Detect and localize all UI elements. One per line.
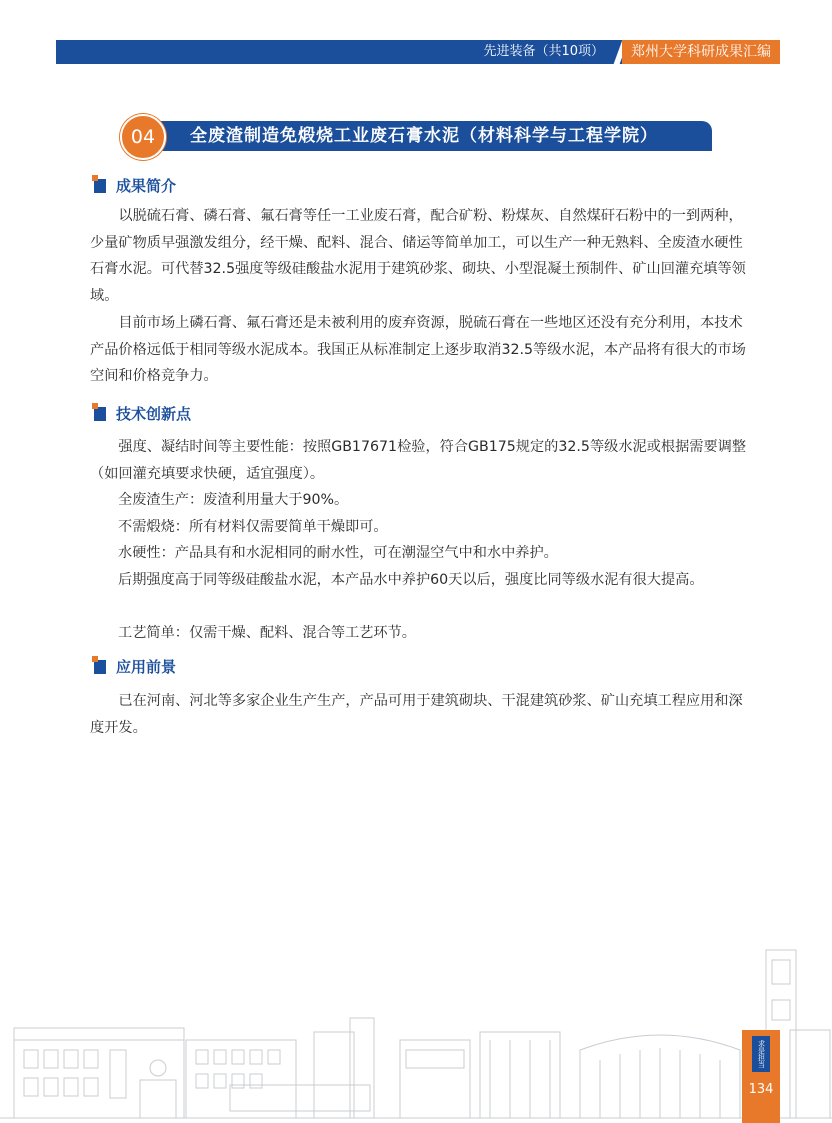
intro-paragraph-2: 目前市场上磷石膏、氟石膏还是未被利用的废弃资源，脱硫石膏在一些地区还没有充分利用，本技术产品价格远低于相同等级水泥成本。我国正从标准制定上逐步取消32.5等级水泥，本产品将有很大的市场空间和价格竞争力。: [90, 315, 746, 385]
section-bullet-icon: [94, 407, 106, 421]
section-heading-intro: [94, 176, 176, 196]
item-number-badge: 04: [120, 114, 166, 160]
section-heading-text: 技术创新点: [116, 405, 192, 423]
innovation-paragraph-3: 不需煅烧：所有材料仅需要简单干燥即可。: [118, 519, 388, 535]
section-bullet-icon: [94, 179, 106, 193]
innovation-paragraph-2: 全废渣生产：废渣利用量大于90%。: [118, 492, 349, 508]
section-heading-text: 应用前景: [116, 658, 177, 676]
campus-skyline-illustration: [0, 940, 832, 1123]
innovation-paragraph-1: 强度、凝结时间等主要性能：按照GB17671检验，符合GB175规定的32.5等级水泥或根据需要调整（如回灌充填要求快硬，适宜强度）。: [90, 439, 747, 482]
innovation-paragraph-5: 后期强度高于同等级硅酸盐水泥，本产品水中养护60天以后，强度比同等级水泥有很大提高。: [118, 572, 704, 588]
header-bar: [56, 40, 622, 64]
section-heading-innovation: [94, 404, 191, 424]
section-bullet-icon: [94, 660, 106, 674]
innovation-paragraph-4: 水硬性：产品具有和水泥相同的耐水性，可在潮湿空气中和水中养护。: [118, 545, 558, 561]
header-section-label: 先进装备（共10项）: [483, 44, 604, 59]
innovation-paragraph-6: 工艺简单：仅需干燥、配料、混合等工艺环节。: [118, 625, 416, 641]
section-heading-text: 成果简介: [116, 177, 177, 195]
page-number: 134: [748, 1082, 774, 1097]
intro-paragraph-1: 以脱硫石膏、磷石膏、氟石膏等任一工业废石膏，配合矿粉、粉煤灰、自然煤矸石粉中的一到两种，少量矿物质早强激发组分，经干燥、配料、混合、储运等简单加工，可以生产一种无熟料、全废渣水硬性石膏水泥。可代替32.5强度等级硅酸盐水泥用于建筑砂浆、砌块、小型混凝土预制件、矿山回灌充填等领域。: [90, 208, 746, 304]
page-title: 全废渣制造免煅烧工业废石膏水泥（材料科学与工程学院）: [190, 126, 658, 146]
prospect-paragraph-1: 已在河南、河北等多家企业生产生产，产品可用于建筑砌块、干混建筑砂浆、矿山充填工程应用和深度开发。: [90, 693, 743, 736]
header-collection-label: 郑州大学科研成果汇编: [622, 40, 780, 64]
motto-seal: 求是担当: [752, 1036, 770, 1072]
section-heading-prospect: [94, 657, 176, 677]
